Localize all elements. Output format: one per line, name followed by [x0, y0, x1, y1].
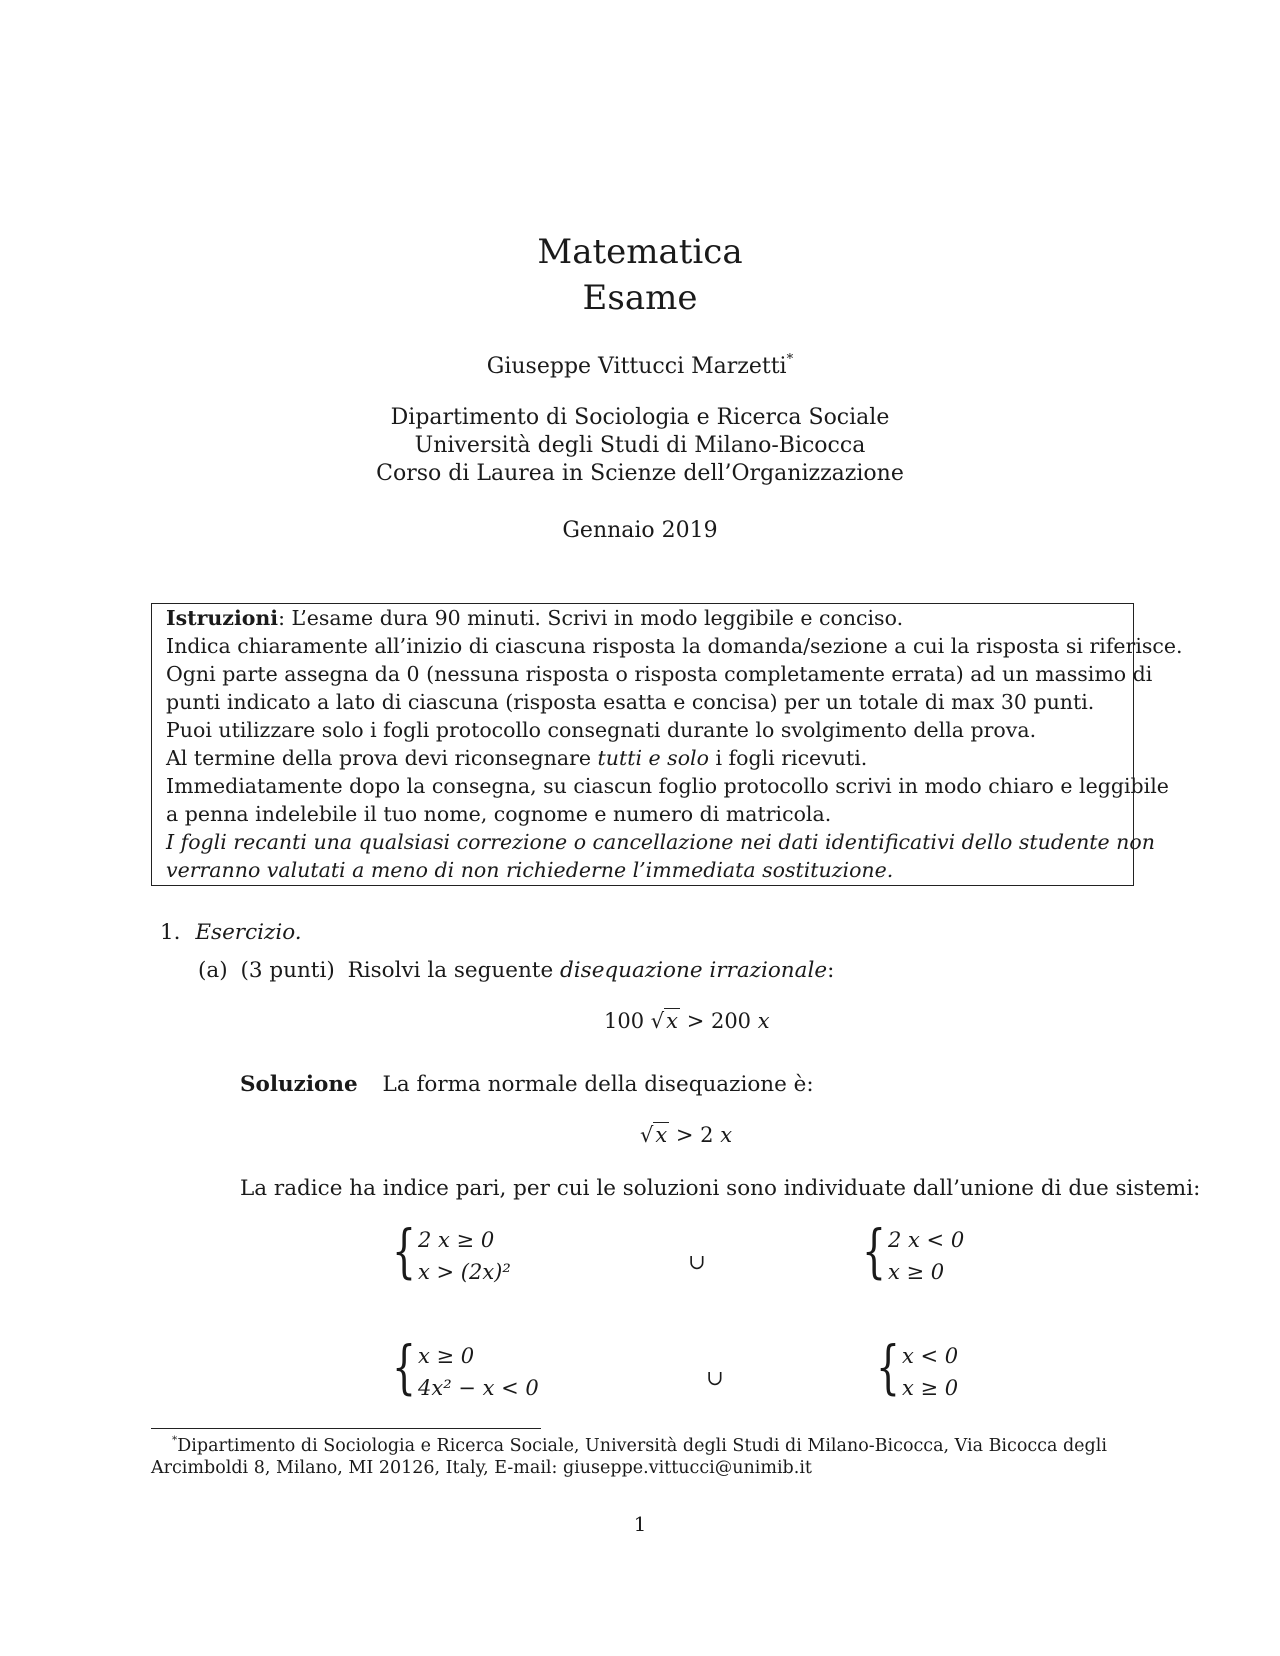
system-d	[876, 1333, 1076, 1406]
footnote-line-1-text: Dipartimento di Sociologia e Ricerca Sociale, Università degli Studi di Milano-Bicocca, Via Bicocca degli	[177, 1436, 1107, 1456]
system-a-row-2: x > (2x)²	[418, 1260, 511, 1284]
part-points: (3 punti)	[240, 958, 335, 983]
part-label: (a)	[198, 958, 228, 983]
instructions-line-10: verranno valutati a meno di non richiederne l’immediata sostituzione.	[166, 858, 894, 882]
system-b-row-1: 2 x < 0	[888, 1228, 965, 1252]
eq2-rhs-var: x	[720, 1123, 733, 1147]
department: Dipartimento di Sociologia e Ricerca Sociale	[390, 405, 890, 430]
university: Università degli Studi di Milano-Bicocca	[414, 433, 866, 458]
solution-label: Soluzione	[240, 1072, 358, 1097]
footnote-line-2: Arcimboldi 8, Milano, MI 20126, Italy, E-mail: giuseppe.vittucci@unimib.it	[151, 1458, 812, 1478]
eq1-coefficient: 100	[604, 1009, 645, 1033]
left-brace-icon: {	[862, 1217, 886, 1285]
exercise-number: 1.	[160, 920, 181, 945]
instructions-line-3: Ogni parte assegna da 0 (nessuna risposta o risposta completamente errata) ad un massimo di	[166, 662, 1153, 686]
instructions-line-6-a: Al termine della prova devi riconsegnare	[166, 746, 598, 770]
eq1-radicand: x	[666, 1009, 679, 1033]
exercise-heading	[160, 920, 302, 945]
instructions-label: Istruzioni	[166, 606, 279, 630]
system-c	[392, 1333, 592, 1406]
even-root-text: La radice ha indice pari, per cui le soluzioni sono individuate dall’unione di due sistemi:	[240, 1176, 1201, 1201]
instructions-line-6-c: i fogli ricevuti.	[708, 746, 868, 770]
system-a	[392, 1217, 592, 1290]
instructions-line-7: Immediatamente dopo la consegna, su ciascun foglio protocollo scrivi in modo chiaro e leggibile	[166, 774, 1169, 798]
equation-2	[640, 1123, 732, 1147]
eq2-radicand: x	[655, 1123, 668, 1147]
instructions-line-6	[166, 746, 867, 770]
exercise-part-a	[198, 958, 834, 983]
author	[0, 354, 1280, 379]
footnote-line-1	[172, 1436, 1107, 1456]
footnote-mark: *	[172, 1434, 178, 1447]
instructions-line-4: punti indicato a lato di ciascuna (risposta esatta e concisa) per un totale di max 30 punti.	[166, 690, 1095, 714]
sqrt-symbol-2: √x	[640, 1123, 668, 1147]
footnote-rule	[151, 1428, 541, 1429]
system-d-row-1: x < 0	[902, 1344, 959, 1368]
left-brace-icon: {	[392, 1333, 416, 1401]
instructions-line-1-text: : L’esame dura 90 minuti. Scrivi in modo leggibile e conciso.	[278, 606, 904, 630]
exercise-label: Esercizio.	[195, 920, 302, 945]
union-symbol-2: ∪	[706, 1366, 724, 1390]
instructions-line-5: Puoi utilizzare solo i fogli protocollo consegnati durante lo svolgimento della prova.	[166, 718, 1037, 742]
title-line1: Matematica	[537, 232, 743, 272]
course: Corso di Laurea in Scienze dell’Organizzazione	[376, 461, 904, 486]
eq1-rhs: > 200	[680, 1009, 758, 1033]
system-c-row-1: x ≥ 0	[418, 1344, 475, 1368]
sqrt-symbol: √x	[650, 1009, 679, 1033]
instructions-line-1	[166, 606, 903, 630]
title-line2: Esame	[582, 278, 698, 318]
part-prompt-c: :	[827, 958, 835, 983]
system-c-row-2: 4x² − x < 0	[418, 1376, 539, 1400]
left-brace-icon: {	[876, 1333, 900, 1401]
part-prompt-a: Risolvi la seguente	[347, 958, 561, 983]
instructions-box	[151, 603, 1183, 886]
instructions-line-6-emph: tutti e solo	[597, 746, 709, 770]
instructions-line-8: a penna indelebile il tuo nome, cognome e numero di matricola.	[166, 802, 832, 826]
part-prompt-emph: disequazione irrazionale	[560, 958, 828, 983]
system-b	[862, 1217, 1062, 1290]
equation-1	[604, 1009, 770, 1033]
instructions-line-9: I fogli recanti una qualsiasi correzione o cancellazione nei dati identificativi dello studente non	[166, 830, 1155, 854]
eq2-rhs: > 2	[669, 1123, 721, 1147]
eq1-rhs-var: x	[757, 1009, 770, 1033]
system-b-row-2: x ≥ 0	[888, 1260, 945, 1284]
page-number: 1	[633, 1512, 647, 1536]
system-a-row-1: 2 x ≥ 0	[418, 1228, 495, 1252]
system-d-row-2: x ≥ 0	[902, 1376, 959, 1400]
left-brace-icon: {	[392, 1217, 416, 1285]
author-footnote-mark: *	[786, 352, 794, 368]
solution-intro: La forma normale della disequazione è:	[382, 1072, 814, 1097]
date: Gennaio 2019	[562, 518, 718, 543]
author-name: Giuseppe Vittucci Marzetti	[486, 354, 787, 379]
union-symbol-1: ∪	[688, 1250, 706, 1274]
solution-heading	[240, 1072, 814, 1097]
instructions-line-2: Indica chiaramente all’inizio di ciascuna risposta la domanda/sezione a cui la risposta si riferisce.	[166, 634, 1183, 658]
